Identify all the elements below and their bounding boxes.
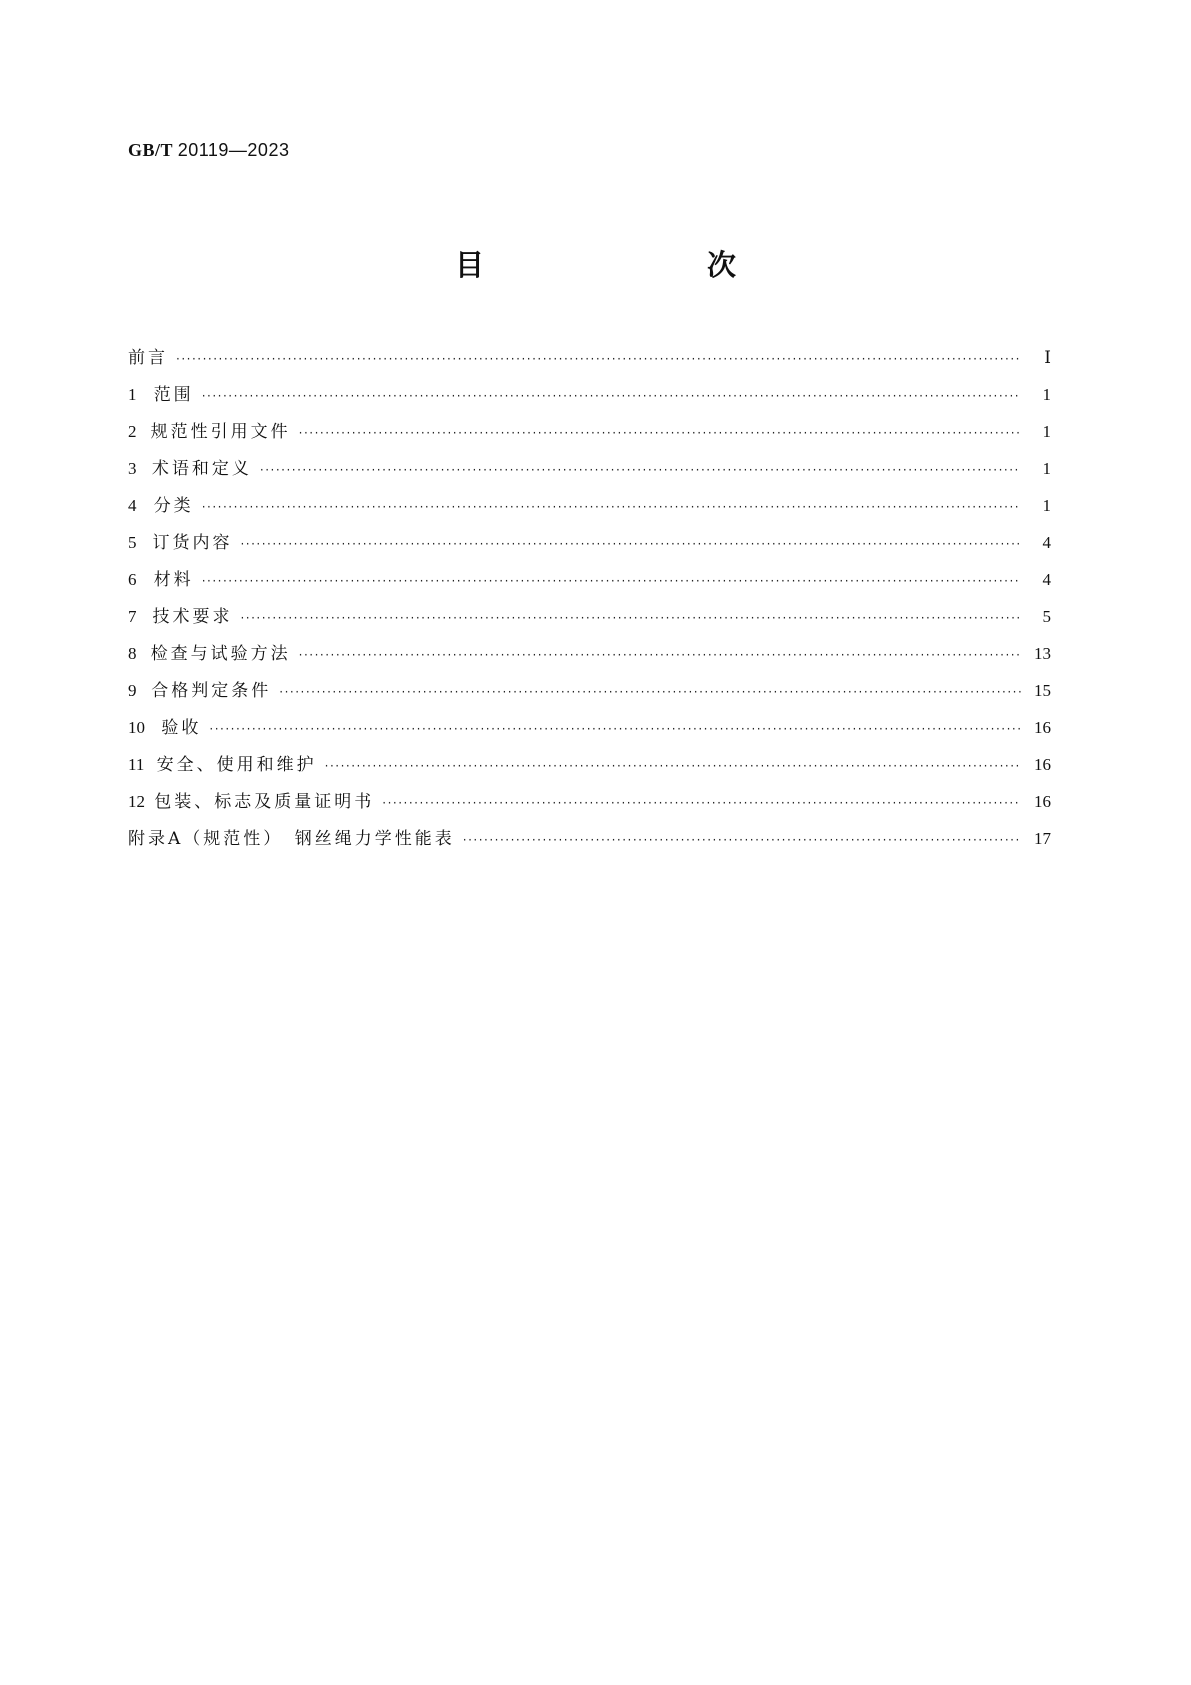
toc-entry-page: 4 bbox=[1042, 533, 1051, 552]
toc-entry-label: 合格判定条件 bbox=[151, 681, 272, 701]
toc-entry-label: 术语和定义 bbox=[151, 459, 252, 479]
toc-entry-label: 验收 bbox=[161, 718, 202, 738]
toc-leader-dots bbox=[240, 526, 1021, 563]
toc-entry-page: 16 bbox=[1034, 718, 1051, 737]
toc-entry-label: 检查与试验方法 bbox=[150, 644, 291, 664]
toc-entry[interactable] bbox=[128, 413, 1051, 450]
toc-leader-dots bbox=[299, 637, 1021, 674]
toc-entry-page: 1 bbox=[1042, 385, 1051, 404]
toc-entry-page: 1 bbox=[1042, 459, 1051, 478]
toc-entry-page: 17 bbox=[1034, 829, 1051, 848]
toc-entry-page: Ⅰ bbox=[1044, 348, 1051, 367]
toc-title: 目 次 bbox=[454, 248, 791, 282]
toc-leader-dots bbox=[299, 415, 1021, 452]
toc-entry[interactable] bbox=[128, 561, 1051, 598]
standard-code: 20119—2023 bbox=[177, 140, 290, 160]
toc-entry-number: 9 bbox=[128, 681, 137, 700]
toc-leader-dots bbox=[202, 563, 1021, 600]
toc-leader-dots bbox=[279, 674, 1021, 711]
toc-leader-dots bbox=[260, 452, 1021, 489]
toc-entry-page: 16 bbox=[1034, 792, 1051, 811]
toc-entry-page: 16 bbox=[1034, 755, 1051, 774]
toc-entry-page: 4 bbox=[1042, 570, 1051, 589]
toc-entry[interactable] bbox=[128, 376, 1051, 413]
toc-entry-number: 11 bbox=[128, 755, 145, 774]
toc-entry[interactable] bbox=[128, 709, 1051, 746]
toc-entry[interactable] bbox=[128, 339, 1051, 376]
toc-leader-dots bbox=[202, 378, 1021, 415]
toc-entry-number: 8 bbox=[128, 644, 137, 663]
toc-entry-label: 材料 bbox=[153, 570, 194, 590]
toc-entry[interactable] bbox=[128, 635, 1051, 672]
toc-entry-number: 5 bbox=[128, 533, 137, 552]
toc-entry[interactable] bbox=[128, 598, 1051, 635]
toc-entry-label: 前言 bbox=[128, 348, 168, 368]
toc-entry-page: 13 bbox=[1034, 644, 1051, 663]
toc-entry-label: 订货内容 bbox=[152, 533, 233, 553]
toc-entry[interactable] bbox=[128, 524, 1051, 561]
toc-entry-number: 12 bbox=[128, 792, 145, 811]
toc-entry-label: 包装、标志及质量证明书 bbox=[154, 792, 375, 812]
toc-entry[interactable] bbox=[128, 450, 1051, 487]
toc-entry-page: 15 bbox=[1034, 681, 1051, 700]
toc-entry-number: 6 bbox=[128, 570, 137, 589]
toc-entry-label: 附录A（规范性） 钢丝绳力学性能表 bbox=[128, 829, 455, 849]
toc-entry[interactable] bbox=[128, 746, 1051, 783]
toc-leader-dots bbox=[463, 822, 1021, 859]
toc-entry-label: 规范性引用文件 bbox=[150, 422, 291, 442]
toc-entry-number: 10 bbox=[128, 718, 145, 737]
toc-leader-dots bbox=[382, 785, 1021, 822]
toc-entry[interactable] bbox=[128, 783, 1051, 820]
table-of-contents bbox=[128, 339, 1051, 857]
toc-entry-label: 技术要求 bbox=[152, 607, 233, 627]
standard-prefix: GB/T bbox=[128, 140, 173, 160]
toc-entry-number: 3 bbox=[128, 459, 137, 478]
toc-entry-number: 1 bbox=[128, 385, 137, 404]
toc-entry-label: 范围 bbox=[153, 385, 194, 405]
toc-entry-label: 分类 bbox=[153, 496, 194, 516]
toc-entry-number: 2 bbox=[128, 422, 137, 441]
standard-number bbox=[128, 140, 289, 161]
toc-leader-dots bbox=[202, 489, 1021, 526]
toc-entry-number: 4 bbox=[128, 496, 137, 515]
toc-leader-dots bbox=[176, 341, 1021, 378]
toc-entry[interactable] bbox=[128, 487, 1051, 524]
toc-entry-page: 5 bbox=[1042, 607, 1051, 626]
toc-leader-dots bbox=[240, 600, 1021, 637]
toc-leader-dots bbox=[325, 748, 1021, 785]
toc-entry-page: 1 bbox=[1042, 496, 1051, 515]
toc-leader-dots bbox=[209, 711, 1021, 748]
toc-entry[interactable] bbox=[128, 820, 1051, 857]
toc-entry[interactable] bbox=[128, 672, 1051, 709]
toc-entry-page: 1 bbox=[1042, 422, 1051, 441]
toc-entry-number: 7 bbox=[128, 607, 137, 626]
toc-entry-label: 安全、使用和维护 bbox=[156, 755, 317, 775]
